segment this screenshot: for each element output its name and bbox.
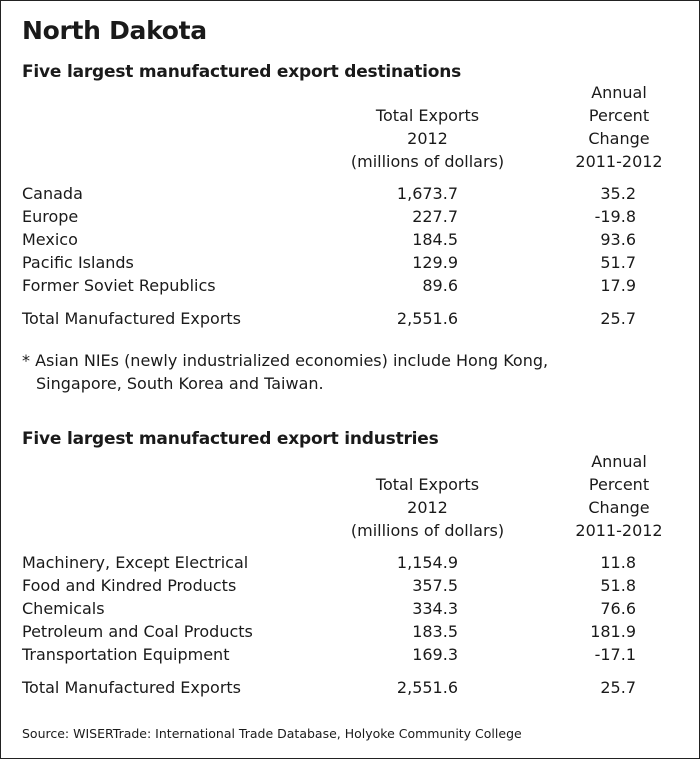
header-line: Total Exports — [375, 475, 480, 494]
destination-change: 51.7 — [600, 253, 636, 272]
industries-total-change: 25.7 — [600, 678, 636, 697]
destinations-total-value: 2,551.6 — [396, 309, 458, 328]
destinations-total-change: 25.7 — [600, 309, 636, 328]
header-line: Annual — [591, 83, 647, 102]
destination-label: Europe — [22, 207, 79, 226]
header-line: Change — [588, 129, 650, 148]
industry-change: 76.6 — [600, 599, 636, 618]
industries-annual-header — [545, 450, 693, 542]
destination-total: 227.7 — [412, 207, 458, 226]
destination-label: Canada — [22, 184, 83, 203]
industry-change: 181.9 — [590, 622, 636, 641]
industry-total: 357.5 — [412, 576, 458, 595]
header-line: (millions of dollars) — [350, 152, 505, 171]
industry-label: Machinery, Except Electrical — [22, 553, 249, 572]
destinations-heading: Five largest manufactured export destinations — [22, 62, 462, 82]
industry-total: 169.3 — [412, 645, 458, 664]
industry-label: Food and Kindred Products — [22, 576, 237, 595]
destination-change: -19.8 — [594, 207, 636, 226]
industries-total-header — [340, 473, 515, 542]
destinations-annual-header — [545, 81, 693, 173]
header-line: Percent — [588, 106, 650, 125]
destination-change: 35.2 — [600, 184, 636, 203]
destination-change: 93.6 — [600, 230, 636, 249]
industry-label: Transportation Equipment — [22, 645, 230, 664]
industries-total-label: Total Manufactured Exports — [22, 678, 242, 697]
header-line: (millions of dollars) — [350, 521, 505, 540]
header-line: 2012 — [407, 498, 448, 517]
header-line: 2011-2012 — [575, 521, 663, 540]
destination-label: Mexico — [22, 230, 78, 249]
industry-label: Petroleum and Coal Products — [22, 622, 253, 641]
destination-total: 1,673.7 — [396, 184, 458, 203]
industry-total: 183.5 — [412, 622, 458, 641]
industry-change: -17.1 — [594, 645, 636, 664]
footnote-line: * Asian NIEs (newly industrialized economies) include Hong Kong, — [22, 351, 549, 370]
page-title: North Dakota — [22, 16, 207, 45]
industry-label: Chemicals — [22, 599, 105, 618]
industry-total: 1,154.9 — [396, 553, 458, 572]
destination-label: Pacific Islands — [22, 253, 134, 272]
destination-change: 17.9 — [600, 276, 636, 295]
footnote — [22, 349, 682, 395]
industry-change: 11.8 — [600, 553, 636, 572]
destinations-total-header — [340, 104, 515, 173]
footnote-line: Singapore, South Korea and Taiwan. — [36, 374, 324, 393]
destination-label: Former Soviet Republics — [22, 276, 216, 295]
destination-total: 89.6 — [422, 276, 458, 295]
header-line: Total Exports — [375, 106, 480, 125]
destination-total: 184.5 — [412, 230, 458, 249]
header-line: Percent — [588, 475, 650, 494]
header-line: 2011-2012 — [575, 152, 663, 171]
industries-total-value: 2,551.6 — [396, 678, 458, 697]
source-note: Source: WISERTrade: International Trade Database, Holyoke Community College — [22, 726, 522, 741]
industries-heading: Five largest manufactured export industries — [22, 429, 439, 449]
header-line: 2012 — [407, 129, 448, 148]
destinations-total-label: Total Manufactured Exports — [22, 309, 242, 328]
industry-total: 334.3 — [412, 599, 458, 618]
destination-total: 129.9 — [412, 253, 458, 272]
header-line: Change — [588, 498, 650, 517]
industry-change: 51.8 — [600, 576, 636, 595]
header-line: Annual — [591, 452, 647, 471]
